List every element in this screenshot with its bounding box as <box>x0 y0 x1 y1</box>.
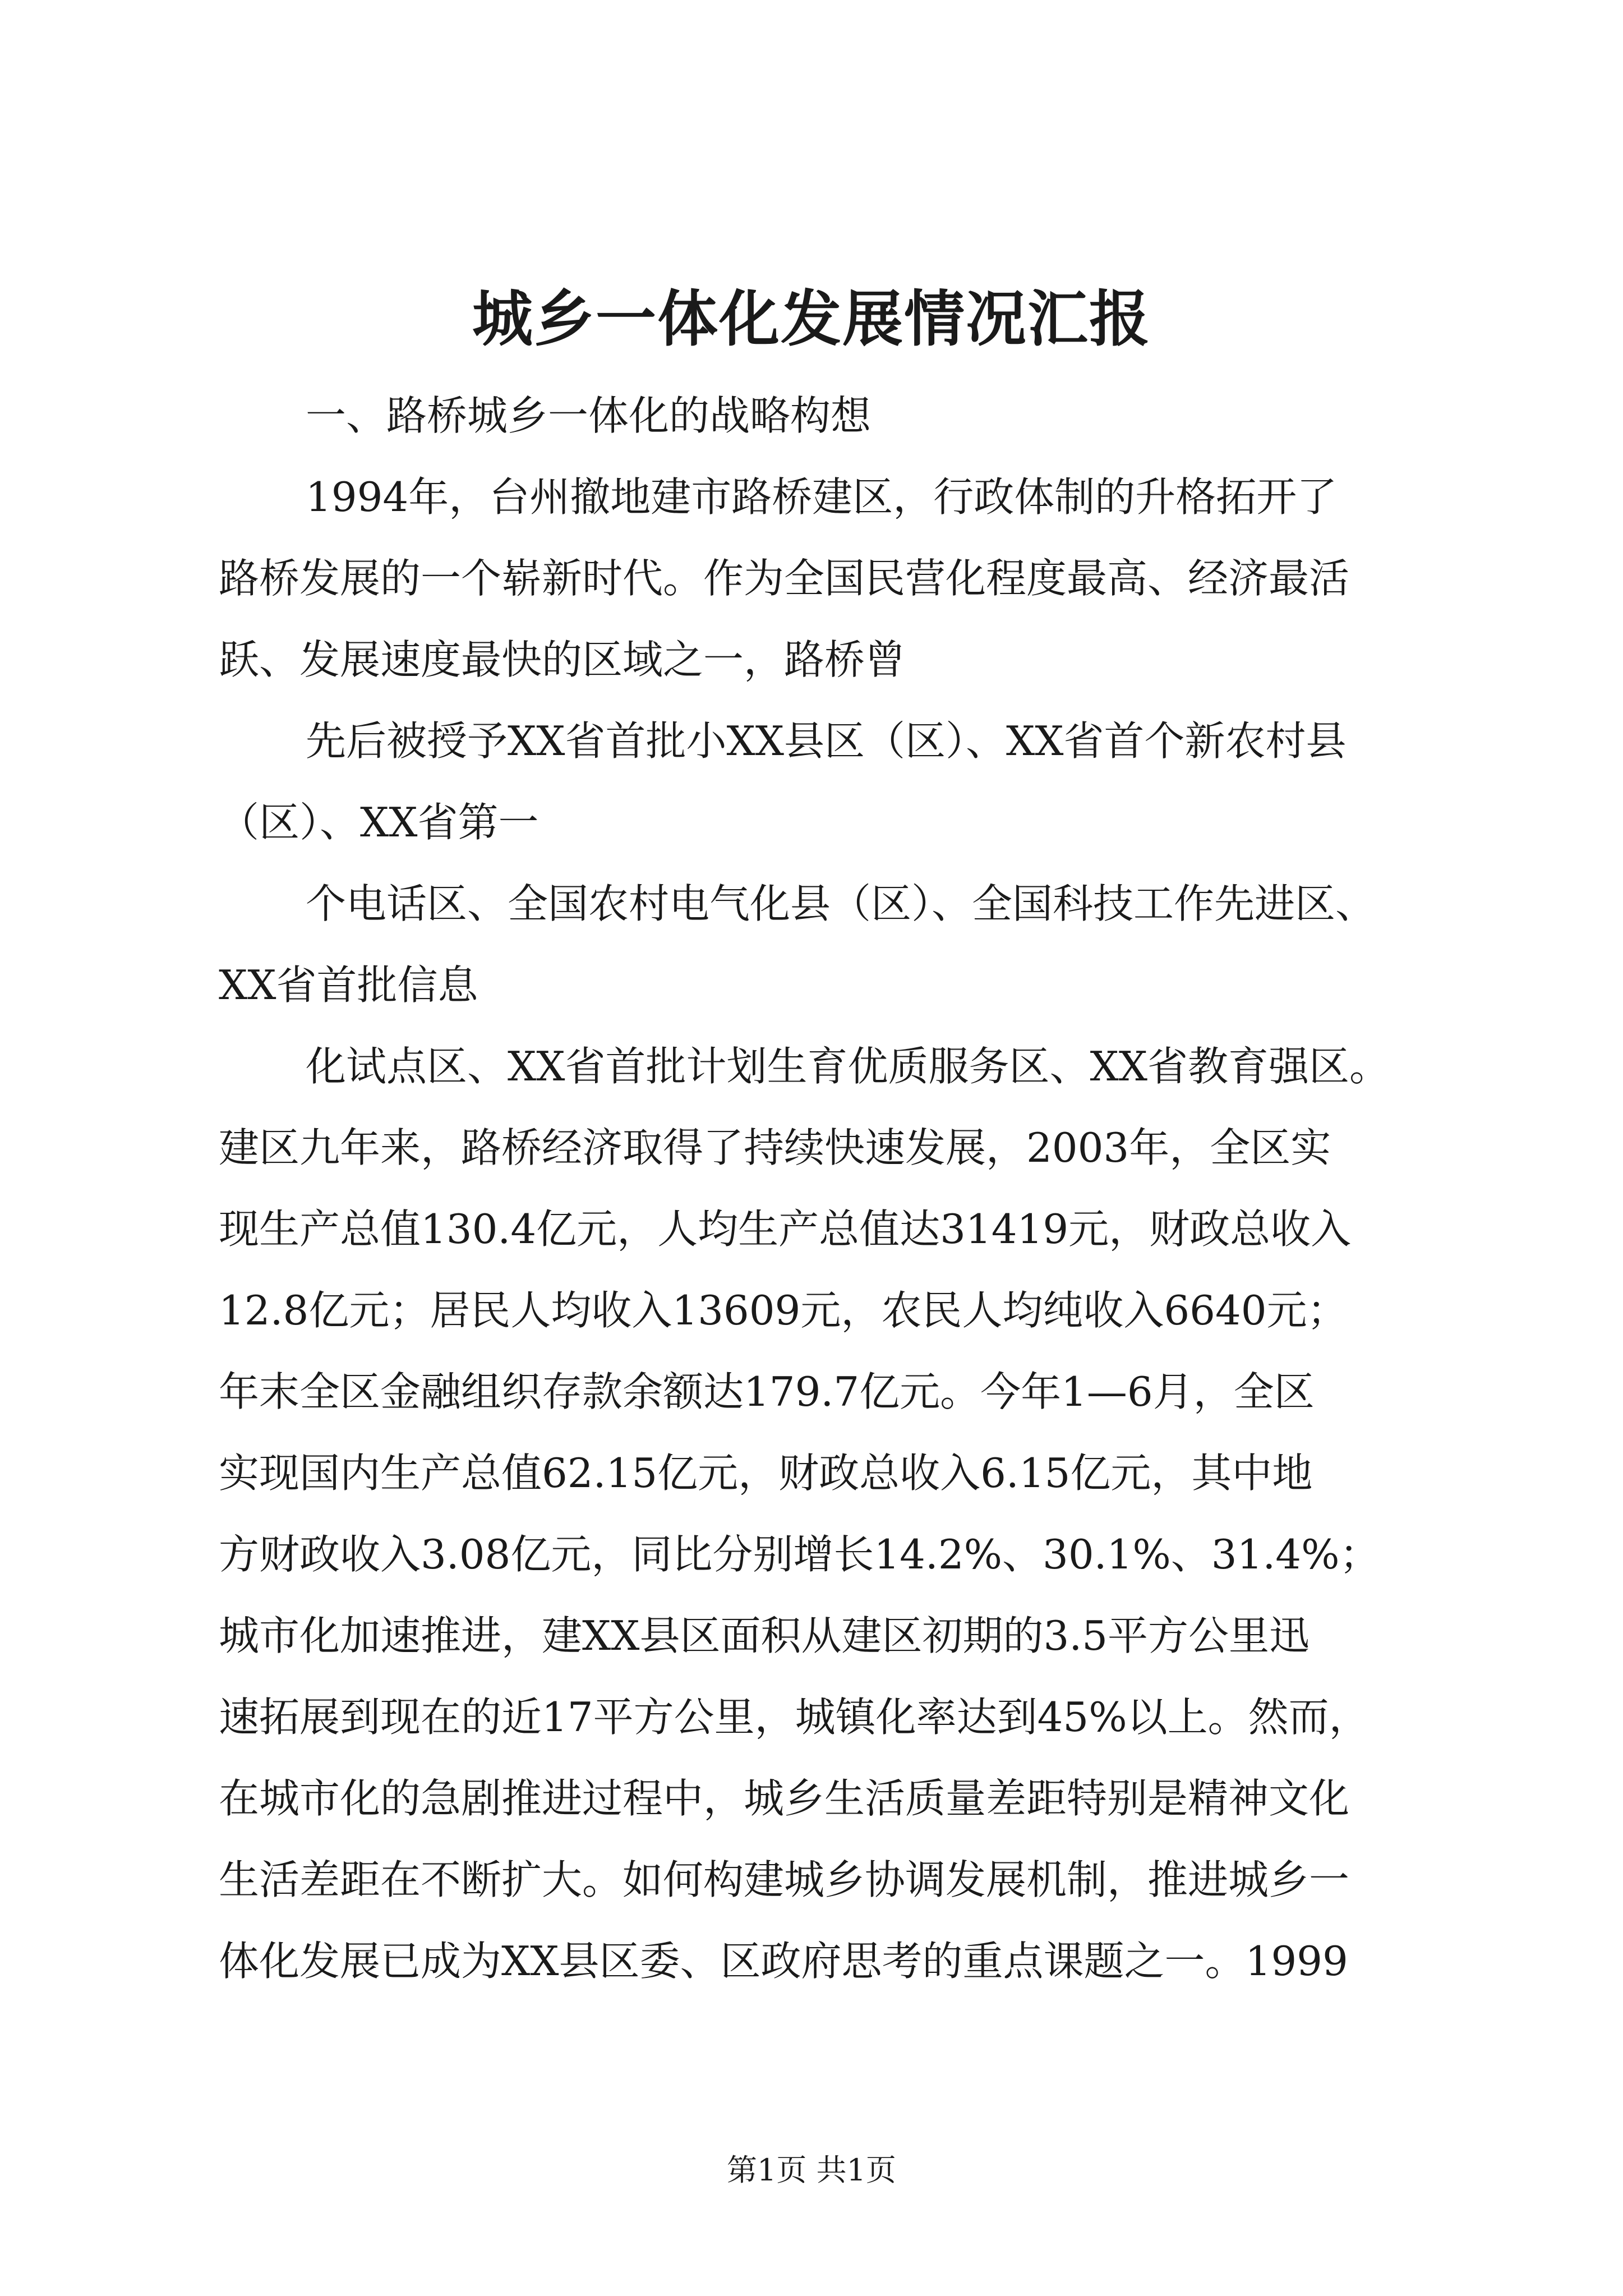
paragraph-line: 城市化加速推进，建XX县区面积从建区初期的3.5平方公里迅 <box>219 1612 1310 1659</box>
paragraph-line: 方财政收入3.08亿元，同比分别增长14.2%、30.1%、31.4%； <box>219 1531 1380 1578</box>
paragraph-line: （区）、XX省第一 <box>219 799 539 846</box>
paragraph-line: 化试点区、XX省首批计划生育优质服务区、XX省教育强区。 <box>306 1043 1390 1090</box>
paragraph-line: 现生产总值130.4亿元，人均生产总值达31419元，财政总收入 <box>219 1205 1352 1253</box>
paragraph-line: 先后被授予XX省首批小XX县区（区）、XX省首个新农村县 <box>306 717 1347 765</box>
section-heading: 一、路桥城乡一体化的战略构想 <box>306 392 872 439</box>
paragraph-line: 年末全区金融组织存款余额达179.7亿元。今年1—6月，全区 <box>219 1368 1315 1415</box>
paragraph-line: 生活差距在不断扩大。如何构建城乡协调发展机制，推进城乡一 <box>219 1856 1350 1903</box>
paragraph-line: 路桥发展的一个崭新时代。作为全国民营化程度最高、经济最活 <box>219 555 1350 602</box>
paragraph-line: 个电话区、全国农村电气化县（区）、全国科技工作先进区、 <box>306 880 1376 927</box>
page-number-footer: 第1页 共1页 <box>727 2152 896 2188</box>
paragraph-line: 速拓展到现在的近17平方公里，城镇化率达到45%以上。然而， <box>219 1694 1370 1741</box>
paragraph-line: 建区九年来，路桥经济取得了持续快速发展，2003年，全区实 <box>219 1124 1331 1171</box>
paragraph-line: 体化发展已成为XX县区委、区政府思考的重点课题之一。1999 <box>219 1938 1348 1985</box>
paragraph-line: 在城市化的急剧推进过程中，城乡生活质量差距特别是精神文化 <box>219 1775 1350 1822</box>
document-title: 城乡一体化发展情况汇报 <box>472 284 1151 355</box>
paragraph-line: XX省首批信息 <box>219 961 478 1009</box>
paragraph-line: 跃、发展速度最快的区域之一，路桥曾 <box>219 636 906 683</box>
paragraph-line: 12.8亿元；居民人均收入13609元，农民人均纯收入6640元； <box>219 1287 1348 1334</box>
paragraph-line: 实现国内生产总值62.15亿元，财政总收入6.15亿元，其中地 <box>219 1450 1313 1497</box>
paragraph-line: 1994年，台州撤地建市路桥建区，行政体制的升格拓开了 <box>306 473 1338 521</box>
